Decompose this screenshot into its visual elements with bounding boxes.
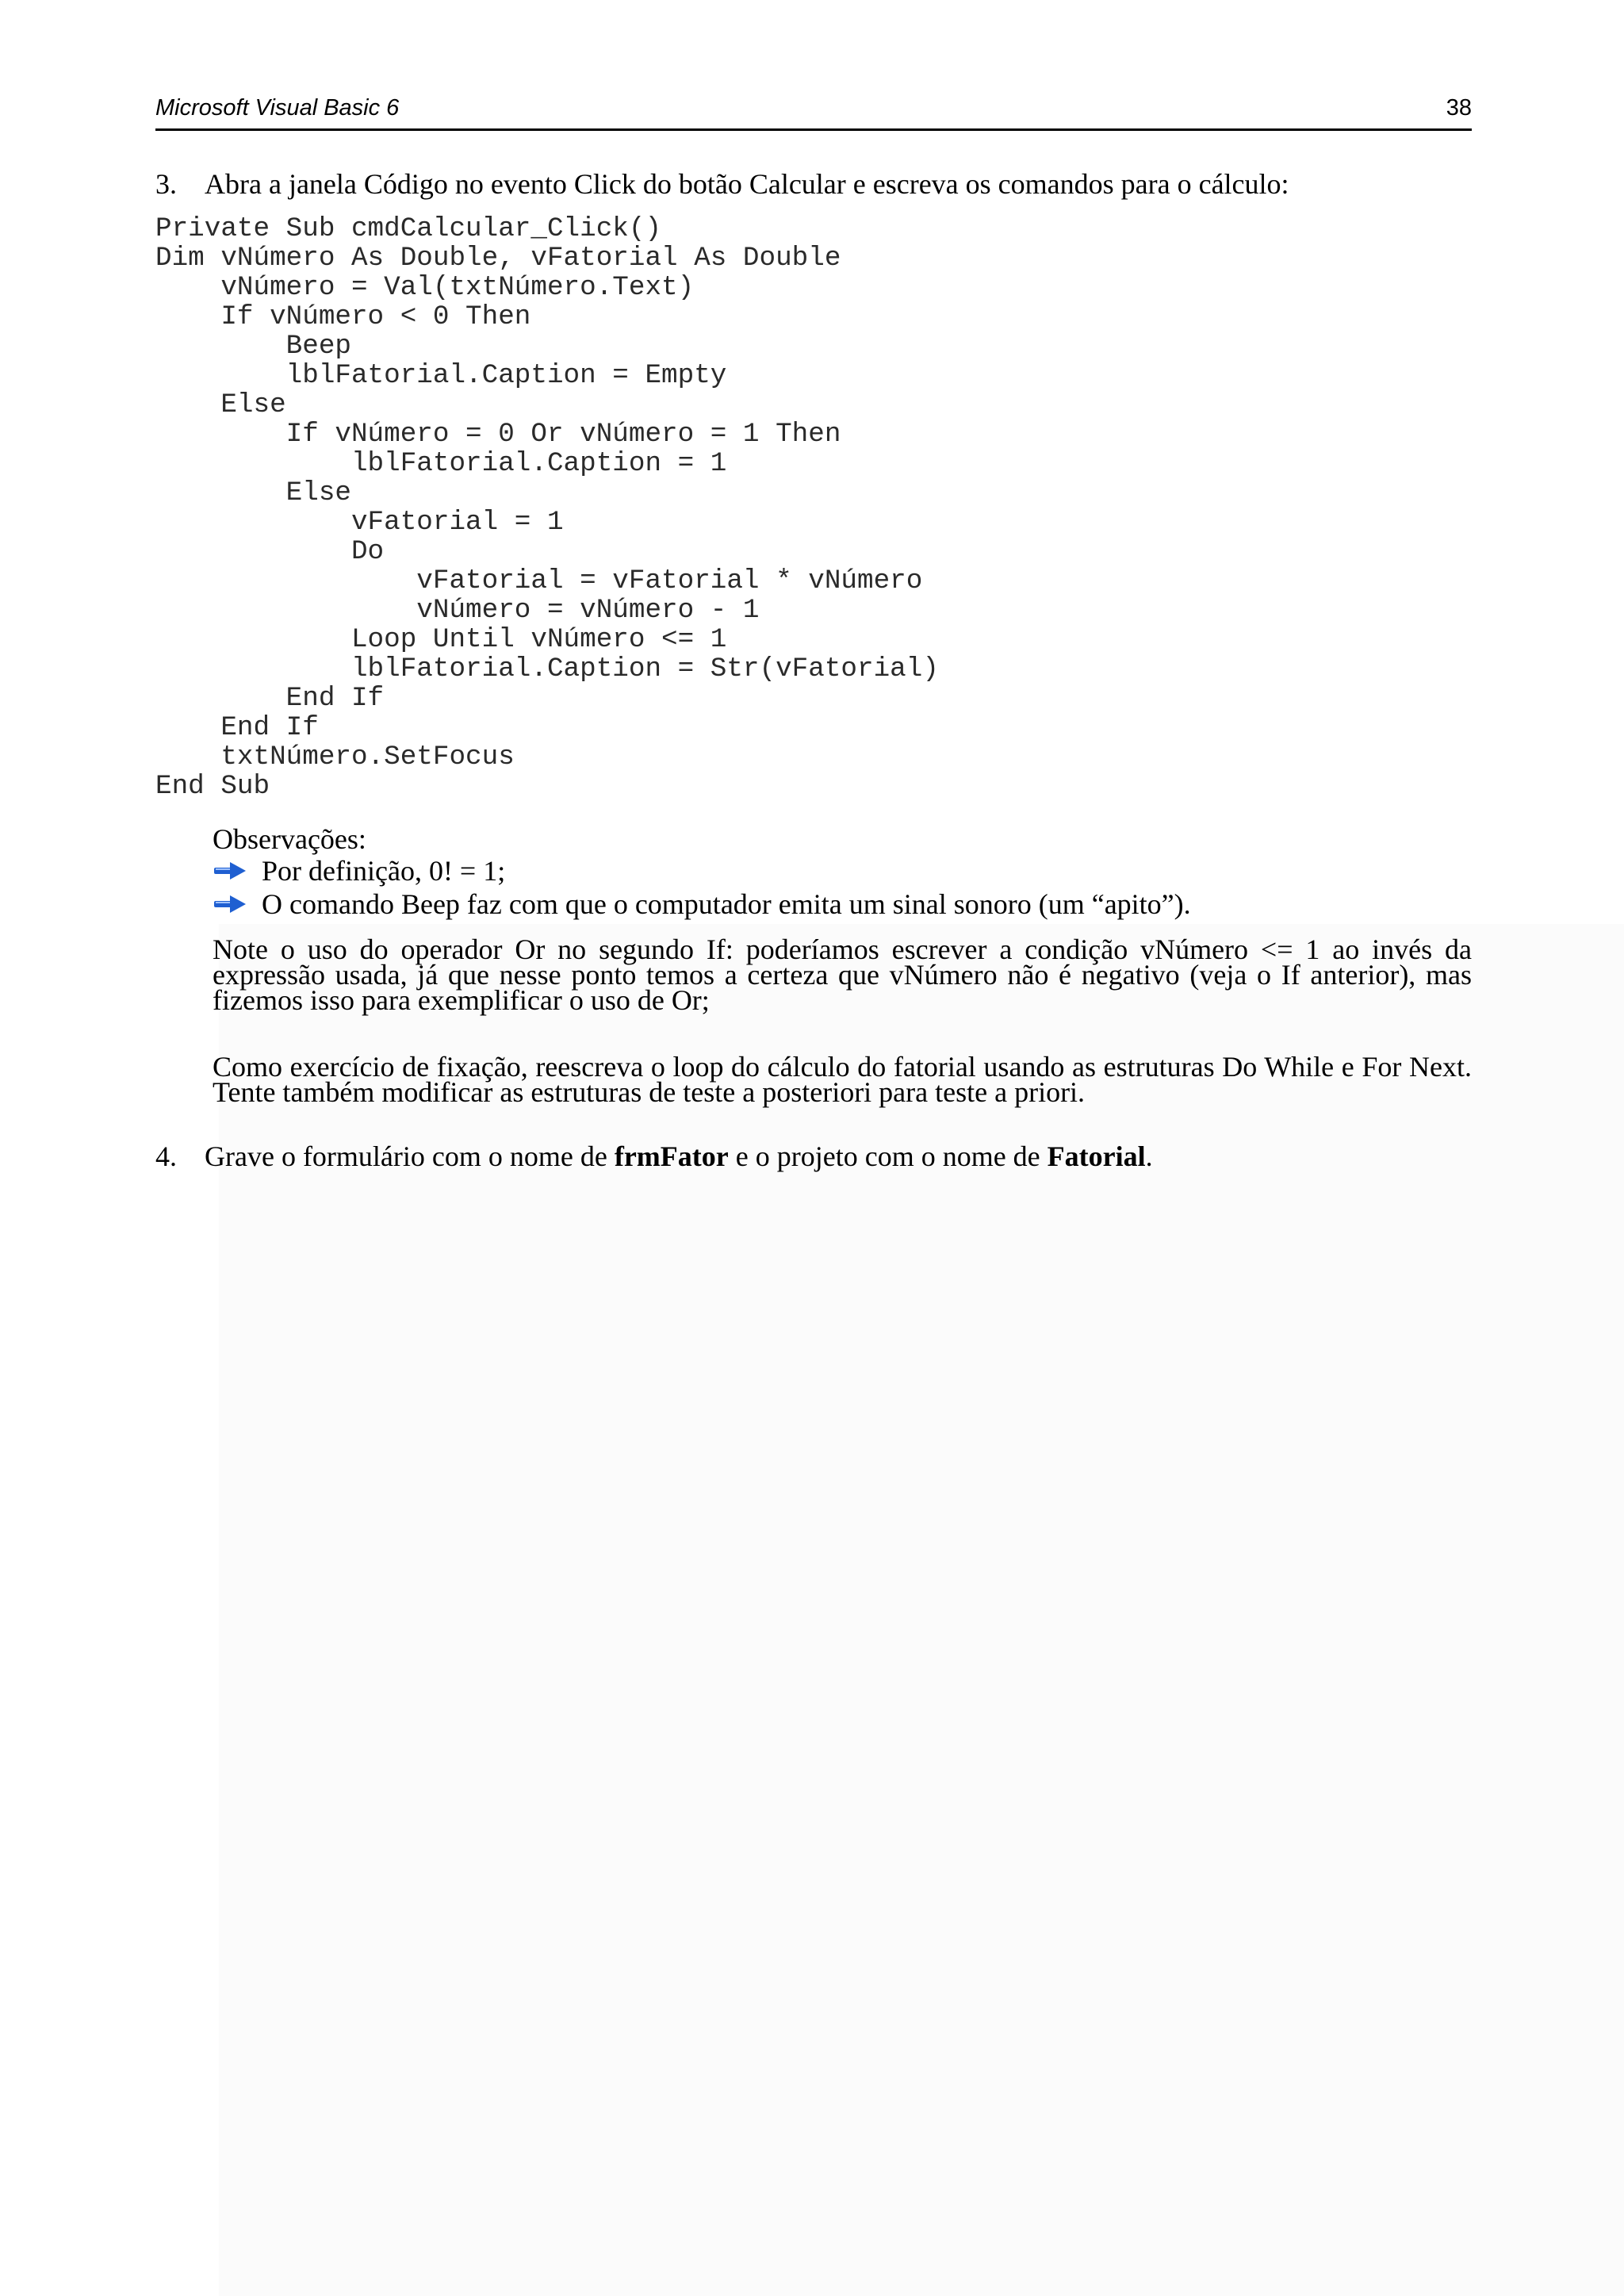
bullet-text: Por definição, 0! = 1; — [262, 855, 506, 887]
exercise-paragraph: Como exercício de fixação, reescreva o loop do cálculo do fatorial usando as estruturas Do While e For Next. Tente também modificar as estruturas de teste a posteriori para teste a priori. — [213, 1051, 1472, 1108]
step-4-text-start: Grave o formulário com o nome de — [205, 1140, 615, 1172]
page-header — [155, 94, 1472, 131]
bullet-text: O comando Beep faz com que o computador emita um sinal sonoro (um “apito”). — [262, 888, 1191, 920]
step-4-number: 4. — [155, 1140, 177, 1172]
header-title: Microsoft Visual Basic 6 — [155, 95, 400, 121]
step-4-text — [205, 1139, 1153, 1174]
project-name: Fatorial — [1047, 1140, 1146, 1172]
step-3-number: 3. — [155, 168, 177, 200]
arrow-right-icon — [213, 861, 247, 881]
note-paragraph: Note o uso do operador Or no segundo If: poderíamos escrever a condição vNúmero <= 1 ao invés da expressão usada, já que nesse ponto temos a certeza que vNúmero não é negativo (veja o If anterior), mas fizemos isso para exemplificar o uso de Or; — [213, 933, 1472, 1016]
step-4-text-end: . — [1145, 1140, 1153, 1172]
page-number: 38 — [1446, 95, 1472, 121]
arrow-right-icon — [213, 894, 247, 914]
step-3-text: Abra a janela Código no evento Click do botão Calcular e escreva os comandos para o cálculo: — [205, 168, 1289, 200]
step-4-text-middle: e o projeto com o nome de — [728, 1140, 1048, 1172]
observations-title: Observações: — [213, 823, 366, 855]
code-block: Private Sub cmdCalcular_Click() Dim vNúmero As Double, vFatorial As Double vNúmero = Val(txtNúmero.Text) If vNúmero < 0 Then Beep lblFatorial.Caption = Empty Else If vNúmero = 0 Or vNúmero = 1 Then lblFatorial.Caption = 1 Else vFatorial = 1 Do vFatorial = vFatorial * vNúmero vNúmero = vNúmero - 1 Loop Until vNúmero <= 1 lblFatorial.Caption = Str(vFatorial) End If End If txtNúmero.SetFocus End Sub — [155, 213, 939, 802]
form-name: frmFator — [614, 1140, 729, 1172]
